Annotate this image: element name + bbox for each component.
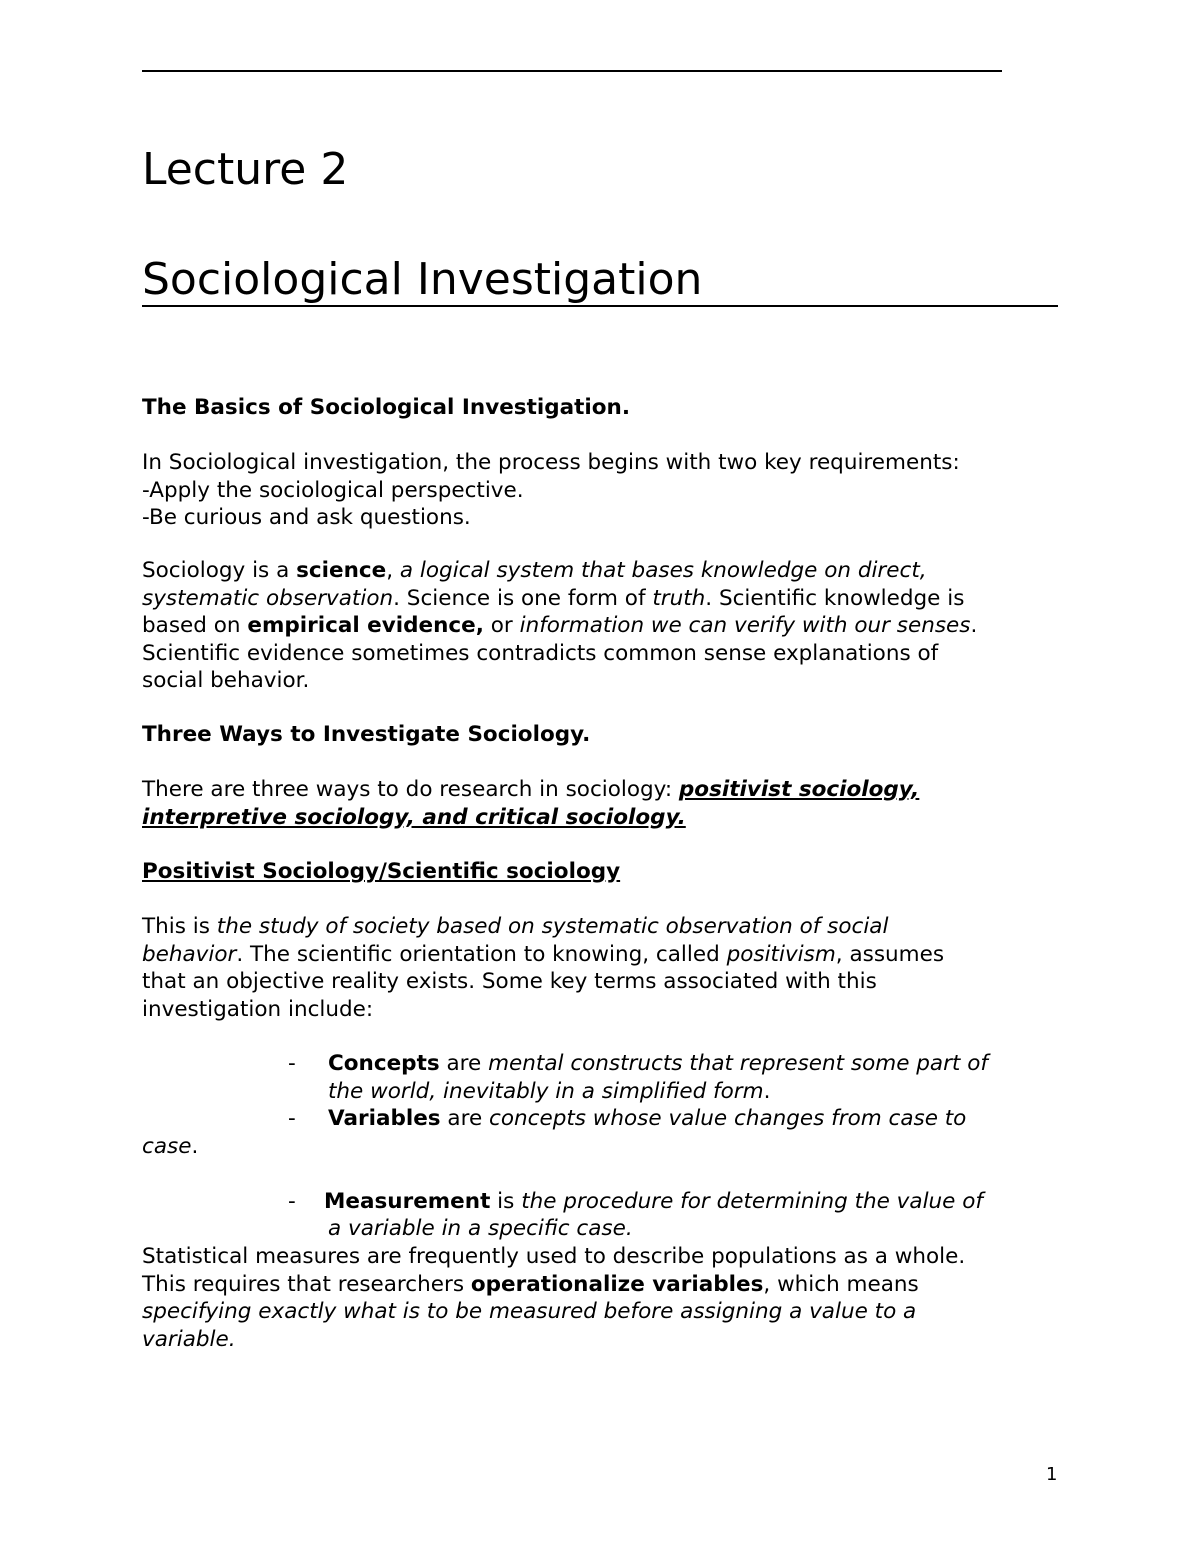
term-concepts: Concepts [328,1051,440,1076]
text-run: . [191,1133,199,1159]
page-number: 1 [1046,1464,1058,1485]
text-run: . Scientific knowledge is [705,585,965,611]
list-item [142,1188,1072,1216]
science-definition: a logical system that bases knowledge on direct, [399,558,927,583]
positivist-heading: Positivist Sociology/Scientific sociology [142,859,621,884]
science-paragraph [142,557,1072,695]
header-rule [142,70,1002,72]
bullet-dash: - [288,1106,296,1131]
text-run: are [440,1106,490,1131]
term-science: science [296,558,387,583]
measurement-definition-cont: a variable in a specific case. [328,1216,633,1241]
statistical-line-1: Statistical measures are frequently used to describe populations as a whole. [142,1244,966,1269]
basics-section [142,394,1072,532]
text-run: . [763,1078,771,1104]
document-title: Sociological Investigation [142,254,703,305]
term-variables: Variables [328,1106,441,1131]
approaches-list-cont: interpretive sociology, and critical sociology. [142,804,686,830]
bullet-dash: - [288,1188,296,1214]
term-positivism: positivism [726,941,836,967]
text-run: Sociology is a [142,558,297,583]
three-ways-heading: Three Ways to Investigate Sociology. [142,722,591,747]
positivist-definition: the study of society based on systematic observation of social [216,914,889,939]
science-line-5: social behavior. [142,668,310,693]
text-run: This requires that researchers [142,1271,471,1297]
lecture-label: Lecture 2 [142,144,349,195]
text-run: based on [142,613,248,638]
science-line-4: Scientific evidence sometimes contradicts common sense explanations of [142,640,939,666]
text-run: This is [142,914,217,939]
positivist-section [142,858,1072,1023]
text-run: . Science is one form of [393,585,653,611]
text-run: , [386,558,400,583]
text-run: , assumes [835,941,945,967]
positivist-definition-cont: behavior [142,941,237,967]
term-empirical-evidence: empirical evidence, [247,613,484,638]
list-item [142,1050,1072,1078]
basics-intro: In Sociological investigation, the process begins with two key requirements: [142,450,960,475]
term-operationalize-variables: operationalize variables [470,1271,764,1297]
measurement-definition: the procedure for determining the value of [521,1188,983,1214]
empirical-definition: information we can verify with our senses [519,613,971,638]
list-item [142,1105,1072,1133]
operationalize-definition: specifying exactly what is to be measured before assigning a value to a [142,1299,917,1324]
basics-heading: The Basics of Sociological Investigation. [142,395,631,420]
positivist-line-3: that an objective reality exists. Some key terms associated with this [142,969,877,994]
science-definition-cont: systematic observation [142,585,394,611]
term-measurement: Measurement [324,1188,491,1214]
title-underline [142,305,1058,307]
requirement-2: -Be curious and ask questions. [142,505,471,530]
text-run: . [970,613,978,638]
three-ways-section [142,721,1072,831]
concepts-definition-cont: the world, inevitably in a simplified form [328,1078,764,1104]
approaches-list: positivist sociology, [678,777,920,802]
term-truth: truth [652,585,706,611]
text-run: , which means [763,1271,919,1297]
statistical-paragraph [142,1243,1072,1353]
text-run: is [490,1188,522,1214]
variables-definition-cont: case [142,1133,192,1159]
operationalize-definition-cont: variable. [142,1326,236,1352]
key-terms-list [142,1050,1072,1243]
concepts-definition: mental constructs that represent some part of [488,1051,988,1076]
variables-definition: concepts whose value changes from case to [489,1106,967,1131]
text-run: There are three ways to do research in sociology: [142,777,679,802]
bullet-dash: - [288,1051,296,1076]
text-run: or [483,613,520,638]
text-run: are [439,1051,489,1076]
positivist-line-4: investigation include: [142,996,374,1022]
requirement-1: -Apply the sociological perspective. [142,477,524,503]
text-run: . The scientific orientation to knowing, called [236,941,727,967]
